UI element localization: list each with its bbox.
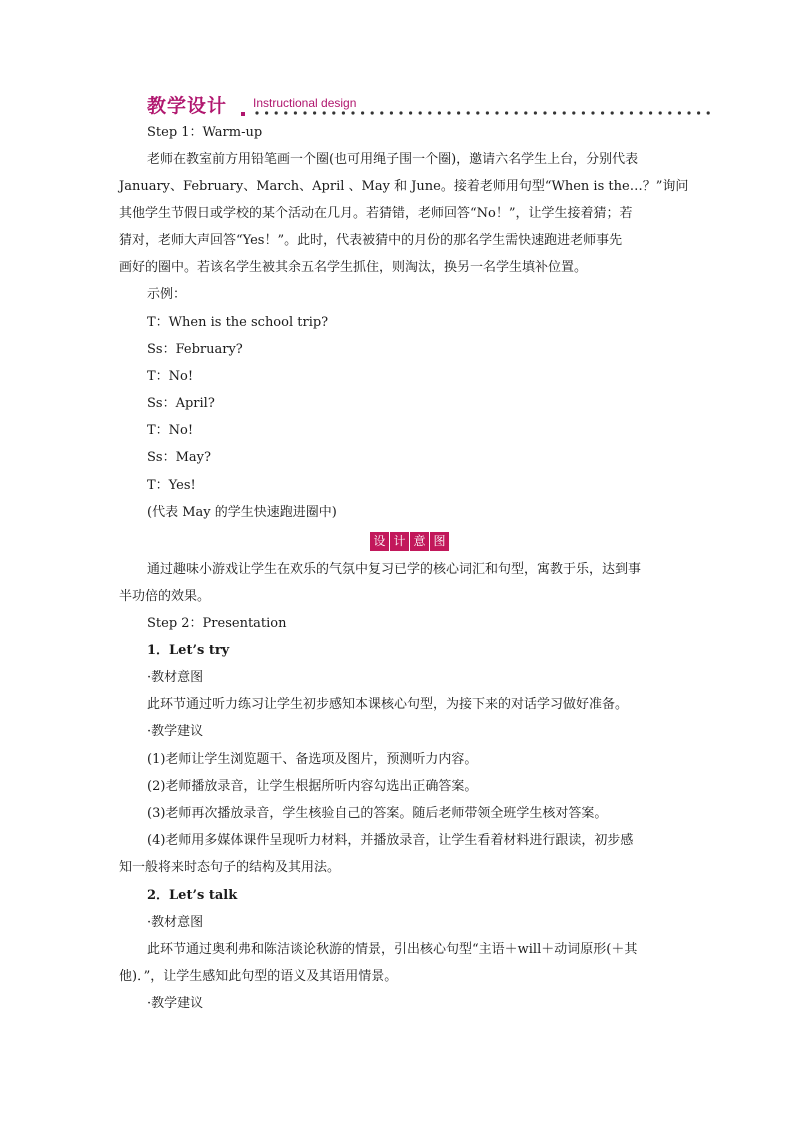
paragraph-line: 猜对，老师大声回答“Yes！”。此时，代表被猜中的月份的那名学生需快速跑进老师事先 [119, 233, 623, 248]
dialogue-line: T：No! [147, 423, 194, 438]
section-subtitle: Instructional design [253, 96, 357, 110]
paragraph-line: January、February、March、April 、May 和 June。接着老师用句型“When is the…？”询问 [119, 179, 689, 194]
dialogue-line: T：Yes! [147, 478, 196, 493]
paragraph-line: 其他学生节假日或学校的某个活动在几月。若猜错，老师回答“No！”，让学生接着猜；若 [119, 206, 633, 221]
step2-heading: Step 2：Presentation [147, 616, 287, 631]
dialogue-line: T：When is the school trip? [147, 315, 329, 330]
section-title: 教学设计 [147, 95, 228, 117]
dialogue-line: Ss：May? [147, 450, 211, 465]
dialogue-line: T：No! [147, 369, 194, 384]
header-square-icon [241, 112, 245, 116]
numbered-item-continued: 知一般将来时态句子的结构及其用法。 [119, 860, 341, 875]
section-header [147, 94, 717, 120]
bullet-label: ·教材意图 [147, 915, 204, 930]
dialogue-line: Ss：April? [147, 396, 215, 411]
badge-char: 计 [390, 532, 409, 551]
badge-char: 图 [430, 532, 449, 551]
dotted-rule-icon [253, 109, 715, 117]
bullet-label: ·教学建议 [147, 996, 204, 1011]
badge-char: 设 [370, 532, 389, 551]
subsection-heading: 2．Let’s talk [147, 888, 238, 903]
paragraph-line: 半功倍的效果。 [119, 589, 211, 604]
design-intent-badge [370, 532, 449, 551]
paragraph-line: 老师在教室前方用铅笔画一个圈(也可用绳子围一个圈)，邀请六名学生上台，分别代表 [147, 152, 639, 167]
numbered-item: (4)老师用多媒体课件呈现听力材料，并播放录音，让学生看着材料进行跟读，初步感 [147, 833, 634, 848]
bullet-label: ·教材意图 [147, 670, 204, 685]
paragraph-line: 此环节通过奥利弗和陈洁谈论秋游的情景，引出核心句型“主语＋will＋动词原形(＋其 [147, 942, 638, 957]
bullet-label: ·教学建议 [147, 724, 204, 739]
paragraph-line: 通过趣味小游戏让学生在欢乐的气氛中复习已学的核心词汇和句型，寓教于乐，达到事 [147, 562, 642, 577]
subsection-heading: 1．Let’s try [147, 643, 230, 658]
numbered-item: (1)老师让学生浏览题干、备选项及图片，预测听力内容。 [147, 752, 478, 767]
numbered-item: (3)老师再次播放录音，学生核验自己的答案。随后老师带领全班学生核对答案。 [147, 806, 608, 821]
paragraph-line: 他)．”，让学生感知此句型的语义及其语用情景。 [119, 969, 398, 984]
numbered-item: (2)老师播放录音，让学生根据所听内容勾选出正确答案。 [147, 779, 478, 794]
paragraph-line: 此环节通过听力练习让学生初步感知本课核心句型，为接下来的对话学习做好准备。 [147, 697, 629, 712]
dialogue-note: (代表 May 的学生快速跑进圈中) [147, 505, 337, 520]
badge-char: 意 [410, 532, 429, 551]
step1-heading: Step 1：Warm-up [147, 125, 263, 140]
example-label: 示例： [147, 287, 187, 302]
paragraph-line: 画好的圈中。若该名学生被其余五名学生抓住，则淘汰，换另一名学生填补位置。 [119, 260, 588, 275]
dialogue-line: Ss：February? [147, 342, 243, 357]
